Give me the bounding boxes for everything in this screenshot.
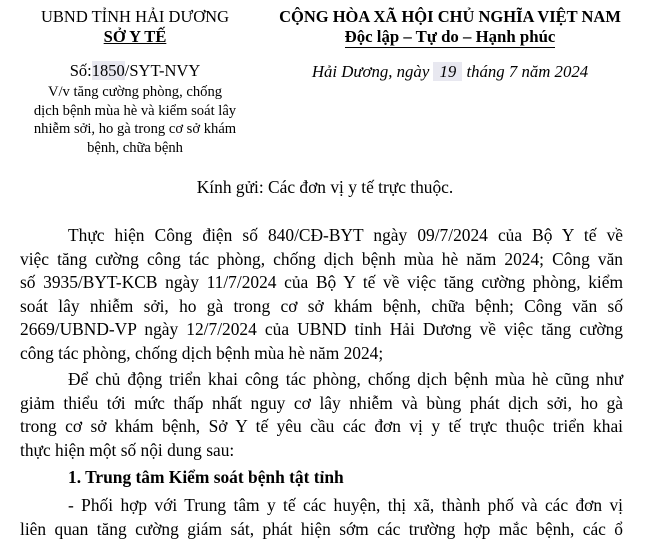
subject	[20, 83, 250, 157]
paragraph-line: Để chủ động triển khai công tác phòng, chống dịch bệnh mùa hè cũng như	[68, 369, 623, 389]
recipient: Kính gửi: Các đơn vị y tế trực thuộc.	[196, 177, 454, 197]
number-prefix: Số:	[69, 61, 92, 80]
agency-name	[20, 27, 250, 47]
paragraph-line: Thực hiện Công điện số 840/CĐ-BYT ngày 09/7/2024 của Bộ Y tế về	[68, 225, 623, 245]
paragraph-line: việc tăng cường công tác phòng, chống dịch bệnh mùa hè năm 2024; Công văn	[20, 248, 623, 269]
paragraph-line: trong cơ sở khám bệnh, Sở Y tế yêu cầu các đơn vị y tế trực thuộc triển khai	[20, 416, 623, 437]
date-day: 19	[433, 62, 462, 81]
date-prefix: Hải Dương, ngày	[311, 62, 430, 81]
number-suffix: /SYT-NVY	[124, 61, 201, 80]
paragraph-2	[20, 368, 623, 462]
agency-parent: UBND TỈNH HẢI DƯƠNG	[40, 7, 230, 26]
paragraph-1	[20, 224, 623, 366]
section-1-heading: 1. Trung tâm Kiểm soát bệnh tật tỉnh	[68, 467, 344, 487]
subject-line: dịch bệnh mùa hè và kiểm soát lây	[33, 102, 237, 119]
number-value: 1850	[91, 61, 125, 80]
paragraph-3	[20, 494, 623, 541]
paragraph-line: soát lây nhiễm sởi, ho gà trong cơ sở khám bệnh, chữa bệnh; Công văn số	[20, 295, 623, 316]
subject-line: nhiễm sởi, ho gà trong cơ sở khám	[33, 121, 237, 137]
paragraph-line: công tác phòng, chống dịch bệnh mùa hè năm 2024;	[20, 342, 384, 363]
subject-line: bệnh, chữa bệnh	[87, 139, 183, 156]
paragraph-line: thực hiện một số nội dung sau:	[20, 439, 235, 460]
agency-name-text: SỞ Y TẾ	[103, 27, 167, 46]
subject-line: V/v tăng cường phòng, chống	[47, 84, 223, 100]
paragraph-line: giảm thiểu tới mức thấp nhất nguy cơ lây nhiễm và bùng phát dịch sởi, ho gà	[20, 392, 623, 413]
date-suffix: tháng 7 năm 2024	[466, 62, 589, 81]
paragraph-line: 2669/UBND-VP ngày 12/7/2024 của UBND tỉnh Hải Dương về việc tăng cường	[20, 319, 623, 340]
paragraph-line: liên quan tăng cường giám sát, phát hiện sớm các trường hợp mắc bệnh, các ổ	[20, 518, 623, 539]
paragraph-line: số 3935/BYT-KCB ngày 11/7/2024 của Bộ Y tế về việc tăng cường phòng, kiểm	[20, 272, 623, 293]
motto-text: Độc lập – Tự do – Hạnh phúc	[344, 27, 556, 46]
document-number	[20, 61, 250, 81]
nation-title: CỘNG HÒA XÃ HỘI CHỦ NGHĨA VIỆT NAM	[279, 7, 621, 26]
paragraph-line: - Phối hợp với Trung tâm y tế các huyện, thị xã, thành phố và các đơn vị	[68, 495, 623, 515]
issue-date	[255, 62, 645, 82]
motto	[255, 27, 645, 47]
